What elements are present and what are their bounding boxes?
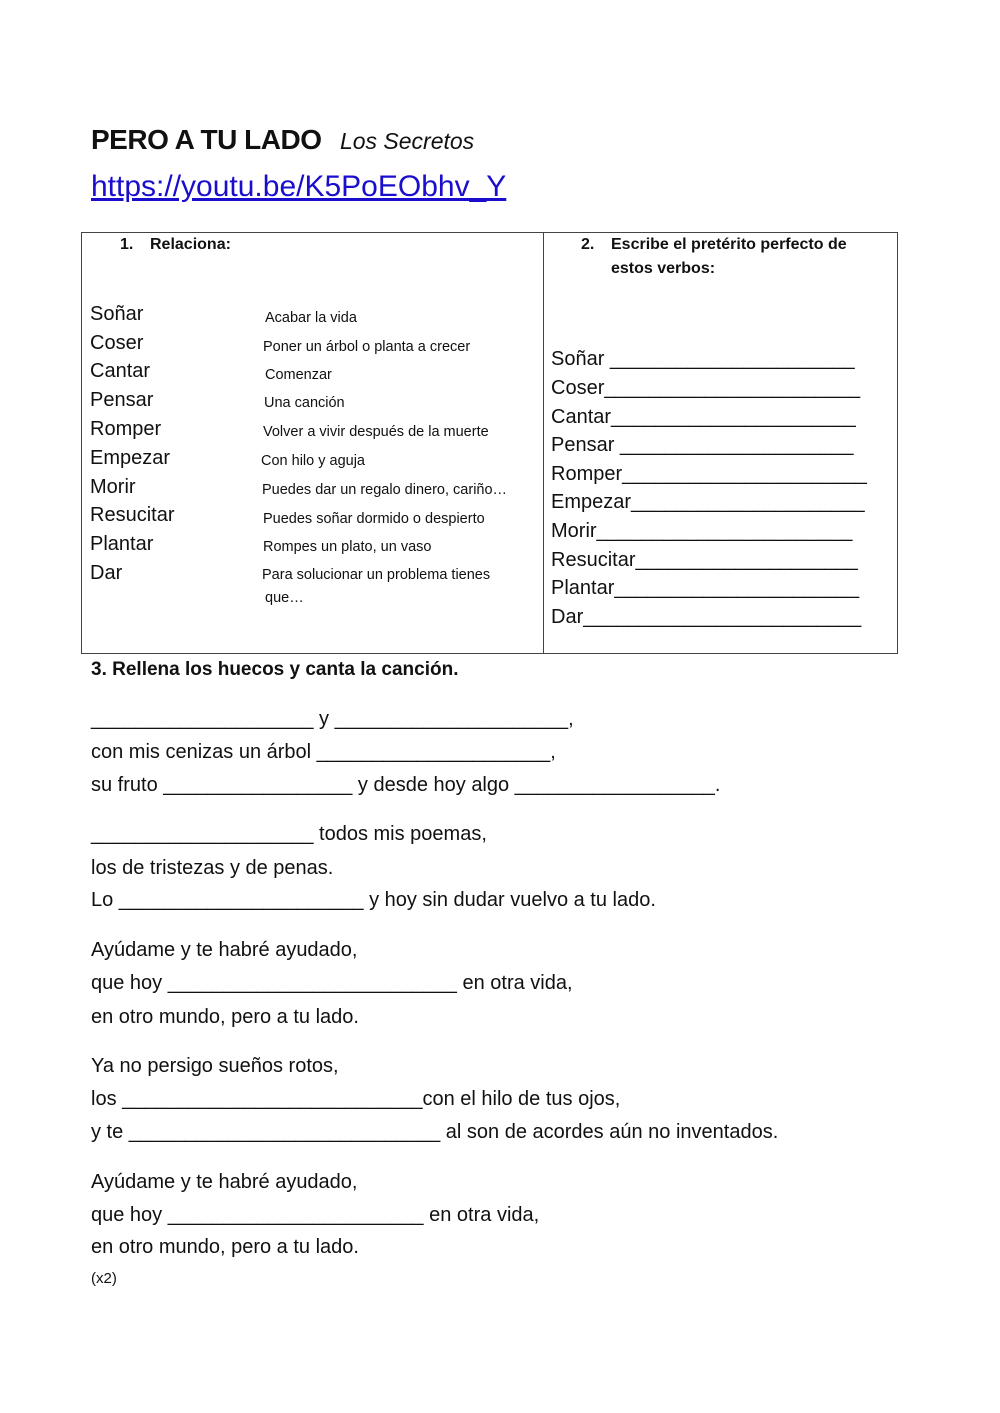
lyric-line: Ya no persigo sueños rotos,	[91, 1055, 339, 1077]
section2-heading	[581, 233, 881, 283]
definition-item: Para solucionar un problema tienes	[262, 567, 491, 583]
verb-cantar: Cantar	[90, 360, 151, 382]
fill-row[interactable]: Cantar______________________	[551, 406, 856, 428]
lyric-line[interactable]: y te ____________________________ al son de acordes aún no inventados.	[91, 1121, 779, 1143]
fill-row[interactable]: Romper______________________	[551, 463, 867, 485]
fill-row[interactable]: Morir_______________________	[551, 520, 853, 542]
verb-resucitar: Resucitar	[90, 504, 175, 526]
lyric-line: Ayúdame y te habré ayudado,	[91, 939, 358, 961]
lyric-line: en otro mundo, pero a tu lado.	[91, 1006, 359, 1028]
section3-title: 3. Rellena los huecos y canta la canción.	[91, 659, 459, 680]
lyric-line[interactable]: que hoy __________________________ en otra vida,	[91, 972, 573, 994]
section2-number: 2.	[581, 236, 595, 253]
verb-sonar: Soñar	[90, 303, 144, 325]
section2-title-line2: estos verbos:	[611, 260, 716, 277]
lyric-line[interactable]: con mis cenizas un árbol _____________________,	[91, 741, 556, 763]
definition-item: Acabar la vida	[265, 310, 357, 326]
verb-empezar: Empezar	[90, 447, 171, 469]
verb-plantar: Plantar	[90, 533, 154, 555]
lyric-line[interactable]: su fruto _________________ y desde hoy algo __________________.	[91, 774, 721, 796]
definition-item: Puedes soñar dormido o despierto	[263, 511, 485, 527]
fill-row[interactable]: Coser_______________________	[551, 377, 861, 399]
definition-item: que…	[265, 590, 304, 606]
exercise-table	[81, 232, 898, 654]
fill-row[interactable]: Plantar______________________	[551, 577, 860, 599]
definition-item: Poner un árbol o planta a crecer	[263, 339, 471, 355]
verb-morir: Morir	[90, 476, 136, 498]
lyric-line[interactable]: Lo ______________________ y hoy sin dudar vuelvo a tu lado.	[91, 889, 656, 911]
lyric-line: los de tristezas y de penas.	[91, 857, 334, 879]
column-divider	[543, 233, 544, 653]
title-line	[91, 124, 474, 156]
fill-row[interactable]: Pensar _____________________	[551, 434, 854, 456]
definition-item: Una canción	[264, 395, 345, 411]
song-artist: Los Secretos	[339, 128, 475, 154]
lyric-line: Ayúdame y te habré ayudado,	[91, 1171, 358, 1193]
section2-title-line1: Escribe el pretérito perfecto de	[611, 236, 847, 253]
lyric-line: en otro mundo, pero a tu lado.	[91, 1236, 359, 1258]
verb-coser: Coser	[90, 332, 144, 354]
fill-row[interactable]: Empezar_____________________	[551, 491, 865, 513]
verb-romper: Romper	[90, 418, 162, 440]
lyric-line[interactable]: que hoy _______________________ en otra vida,	[91, 1204, 540, 1226]
youtube-link[interactable]: https://youtu.be/K5PoEObhv_Y	[91, 170, 507, 203]
definition-item: Con hilo y aguja	[261, 453, 365, 469]
lyric-line[interactable]: ____________________ todos mis poemas,	[91, 823, 487, 845]
definition-item: Rompes un plato, un vaso	[263, 539, 432, 555]
lyric-line[interactable]: ____________________ y _____________________,	[91, 708, 574, 730]
lyric-line[interactable]: los ___________________________con el hilo de tus ojos,	[91, 1088, 621, 1110]
verb-dar: Dar	[90, 562, 123, 584]
song-title: PERO A TU LADO	[91, 124, 322, 155]
section1-heading	[120, 233, 420, 259]
fill-row[interactable]: Resucitar____________________	[551, 549, 858, 571]
verb-pensar: Pensar	[90, 389, 154, 411]
fill-row[interactable]: Dar_________________________	[551, 606, 862, 628]
definition-item: Volver a vivir después de la muerte	[263, 424, 489, 440]
definition-item: Comenzar	[265, 367, 332, 383]
definition-item: Puedes dar un regalo dinero, cariño…	[262, 482, 508, 498]
fill-row[interactable]: Soñar ______________________	[551, 348, 855, 370]
section1-number: 1.	[120, 236, 134, 253]
section1-title: Relaciona:	[150, 236, 231, 253]
repeat-note: (x2)	[91, 1270, 117, 1287]
